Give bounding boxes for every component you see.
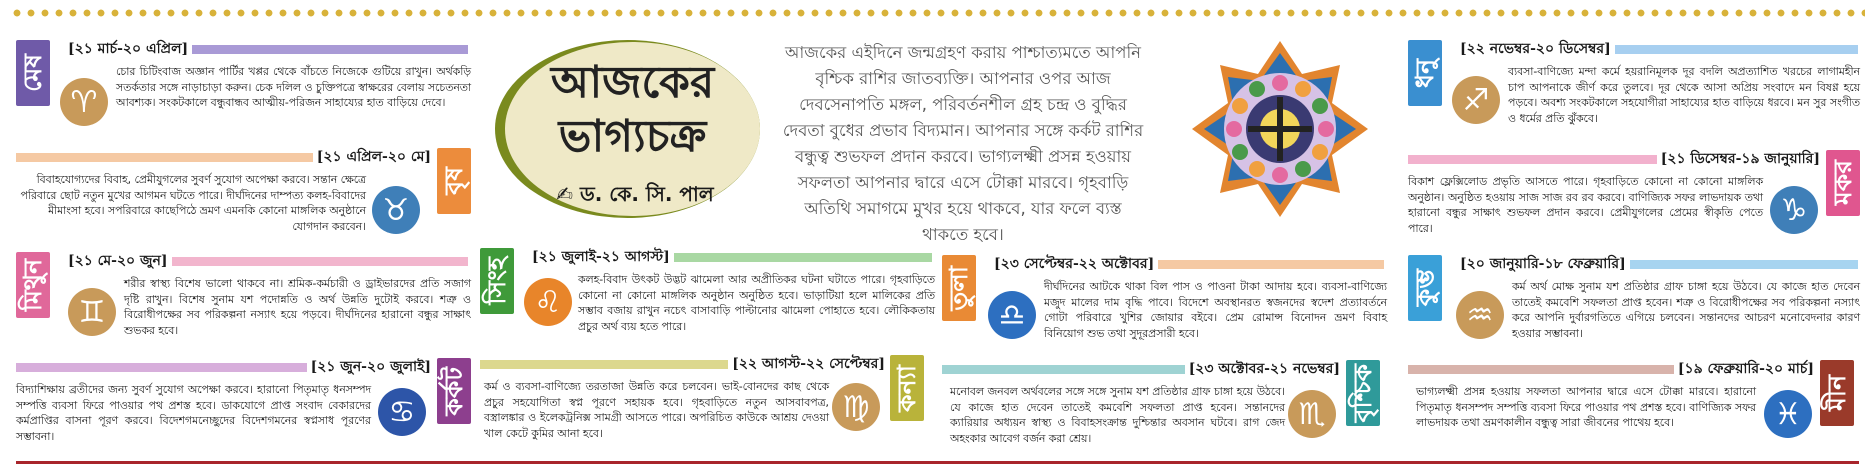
sign-tag: বৃষ [437, 148, 471, 214]
sign-mithun [16, 252, 471, 352]
date-range: [২১ জুলাই-২১ আগস্ট] [532, 249, 670, 265]
sign-text: বিবাহযোগ্যদের বিবাহ, প্রেমীযুগলের সুবর্ণ সুযোগ অপেক্ষা করবে। সন্তান ক্ষেত্রে পরিবারে ছোট নতুন মুখের আগমন ঘটতে পারে। দীর্ঘদিনের দাম্পত্য কলহ-বিবাদের মীমাংসা হবে। সপরিবারে কাছেপিঠে ভ্রমণ এমনকি কোনো মাঙ্গলিক অনুষ্ঠানে যোগদান করবেন। [20, 173, 366, 233]
sign-tag: কর্কট [437, 358, 471, 424]
sign-tag: তুলা [942, 255, 976, 321]
color-bar [1408, 155, 1657, 164]
sign-text: শরীর স্বাস্থ্য বিশেষ ভালো থাকবে না। শ্রমিক-কর্মচারী ও ড্রাইভারদের প্রতি সজাগ দৃষ্টি রাখুন। বিশেষ সুনাম যশ পদোন্নতি ও অর্থ উন্নতি দুটোই করবে। শত্রু ও বিরোধীপক্ষের সব পরিকল্পনা নস্যাৎ হয়ে পড়বে। দীর্ঘদিনের হারানো বন্ধুর সাক্ষাৎ শুভকর হবে। [124, 277, 471, 337]
scorpio-icon: ♏ [1288, 390, 1336, 438]
color-bar [480, 360, 728, 369]
color-bar [942, 365, 1185, 374]
sign-tag: বৃশ্চিক [1346, 360, 1380, 426]
sign-kumbha [1408, 255, 1860, 355]
color-bar [16, 153, 313, 162]
gemini-icon: ♊ [68, 288, 116, 336]
sign-tag: ধনু [1408, 40, 1442, 106]
cancer-icon: ♋ [378, 388, 426, 436]
pisces-icon: ♓ [1764, 390, 1812, 438]
color-bar [16, 363, 307, 372]
date-range: [২৩ অক্টোবর-২১ নভেম্বর] [1188, 361, 1340, 377]
bottom-rule [16, 461, 1859, 464]
date-range: [১৯ ফেব্রুয়ারি-২০ মার্চ] [1677, 361, 1814, 377]
sign-singha [480, 248, 935, 350]
title-line-1: আজকের [550, 57, 715, 108]
date-range: [২১ মে-২০ জুন] [68, 253, 168, 269]
color-bar [1615, 45, 1858, 54]
color-bar [1630, 260, 1858, 269]
zodiac-wheel-image [1190, 40, 1370, 218]
color-bar [1408, 365, 1674, 374]
aries-icon: ♈ [60, 78, 108, 126]
aquarius-icon: ♒ [1456, 291, 1504, 339]
sign-text: কলহ-বিবাদ উৎকট উদ্ভট ঝামেলা আর অপ্রীতিকর ঘটনা ঘটাতে পারে। গৃহবাড়িতে কোনো না কোনো মাঙ্গলিক অনুষ্ঠান অনুষ্ঠিত হবে। ভাড়াটিয়া হলে মালিকের প্রতি সম্ভাব বজায় রাখুন নচেৎ বাসাবাড়ি পাল্টানোর ঝামেলা পোহাতে হবে। লৌকিকতায় প্রচুর অর্থ ব্যয় হতে পারে। [578, 273, 935, 333]
capricorn-icon: ♑ [1770, 186, 1818, 234]
title-line-2: ভাগ্যচক্র [558, 111, 707, 162]
sign-text: চোর চিটিংবাজ অজ্ঞান পার্টির খপ্পর থেকে বাঁচতে নিজেকে গুটিয়ে রাখুন। অর্থকড়ি সতর্কতার সঙ্গে নাড়াচাড়া করুন। চেক দলিল ও চুক্তিপত্রে স্বাক্ষরের বেলায় সচেতনতা আবশ্যক। সংকটকালে বন্ধুবান্ধব আত্মীয়-পরিজন সাহায্যের হাত বাড়িয়ে দেবে। [116, 65, 471, 109]
color-bar [192, 45, 468, 54]
taurus-icon: ♉ [372, 186, 420, 234]
sign-tag: কন্যা [890, 355, 924, 421]
sign-text: মনোবল জনবল অর্থবলের সঙ্গে সঙ্গে সুনাম যশ প্রতিষ্ঠার গ্রাফ চাঙ্গা হয়ে উঠবে। যে কাজে হাত দেবেন তাতেই কমবেশি সফলতা প্রাপ্ত হবেন। সন্তানদের ক্যারিয়ার অধ্যয়ন স্বাস্থ্য ও বিবাহসংক্রান্ত দুশ্চিন্তার অবসান ঘটবে। রাগ জেদ অহংকার আবেগ বর্জন করা শ্রেয়। [950, 385, 1285, 445]
sign-text: ব্যবসা-বাণিজ্যে মন্দা কর্মে হয়রানিমূলক দূর বদলি অপ্রত্যাশিত খরচের লাগামহীন চাপ আপনাকে জীর্ণ করে তুলবে। দূর থেকে আসা অপ্রিয় সংবাদে মন বিষণ্ণ হয়ে পড়বে। অবশ্য সংকটকালে সহযোগীরা সাহায্যের হাত বাড়িয়ে ধরবে। মন সুর সংগীত ও ধর্মের প্রতি ঝুঁকবে। [1508, 65, 1860, 125]
sign-kanya [480, 355, 935, 455]
sign-karkat [16, 358, 471, 458]
sign-tag: মিথুন [16, 252, 50, 318]
date-range: [২১ মার্চ-২০ এপ্রিল] [68, 41, 189, 57]
date-range: [২০ জানুয়ারি-১৮ ফেব্রুয়ারি] [1460, 256, 1626, 272]
date-range: [২২ আগস্ট-২২ সেপ্টেম্বর] [732, 356, 885, 372]
sign-tag: মকর [1826, 150, 1860, 216]
sign-makar [1408, 150, 1860, 248]
sign-text: বিদ্যাশিক্ষায় ব্রতীদের জন্য সুবর্ণ সুযোগ অপেক্ষা করবে। হারানো পিতৃমাতৃ ধনসম্পদ সম্পত্তি ব্যবসা ফিরে পাওয়ার পথ প্রশস্ত হবে। ডাকযোগে প্রাপ্ত সংবাদ বেকারদের কর্মপ্রাপ্তির বাসনা পূরণ করবে। বিদেশগমনেচ্ছুদের বিদেশগমনের স্বপ্নসাধ পূরণের সম্ভাবনা। [16, 383, 371, 443]
leo-icon: ♌ [524, 278, 572, 326]
color-bar [172, 257, 468, 266]
virgo-icon: ♍ [832, 383, 880, 431]
sign-brish [16, 148, 471, 246]
intro-text: আজকের এইদিনে জন্মগ্রহণ করায় পাশ্চাত্যমতে আপনি বৃশ্চিক রাশির জাতব্যক্তি। আপনার ওপর আজ দেবসেনাপতি মঙ্গল, পরিবর্তনশীল গ্রহ চন্দ্র ও বুদ্ধির দেবতা বুধের প্রভাব বিদ্যমান। আপনার সঙ্গে কর্কট রাশির বন্ধুত্ব শুভফল প্রদান করবে। ভাগ্যলক্ষ্মী প্রসন্ন হওয়ায় সফলতা আপনার দ্বারে এসে টোক্কা মারবে। গৃহবাড়ি অতিথি সমাগমে মুখর হয়ে থাকবে, যার ফলে ব্যস্ত থাকতে হবে। [782, 43, 1144, 244]
color-bar [674, 253, 932, 262]
date-range: [২১ এপ্রিল-২০ মে] [316, 149, 431, 165]
date-range: [২৩ সেপ্টেম্বর-২২ অক্টোবর] [994, 256, 1155, 272]
author-name: ✍ ড. কে. সি. পাল [556, 182, 714, 206]
sign-text: কর্ম ও ব্যবসা-বাণিজ্যে তরতাজা উন্নতি করে চলবেন। ভাই-বোনদের কাছ থেকে প্রচুর সহযোগিতা স্বপ্ন পূরণে সহায়ক হবে। গৃহবাড়িতে নতুন আসবাবপত্র, বস্ত্রালঙ্কার ও ইলেকট্রনিক্স সামগ্রী আসতে পারে। অপরিচিত কাউকে আশ্রয় দেওয়া খাল কেটে কুমির আনা হবে। [484, 380, 829, 440]
date-range: [২২ নভেম্বর-২০ ডিসেম্বর] [1460, 41, 1611, 57]
date-range: [২১ জুন-২০ জুলাই] [310, 359, 431, 375]
sign-meen [1408, 360, 1860, 456]
sign-text: দীর্ঘদিনের আটকে থাকা বিল পাস ও পাওনা টাকা আদায় হবে। ব্যবসা-বাণিজ্যে মজুদ মালের দাম বৃদ্ধি পাবে। বিদেশে অবস্থানরত স্বজনদের স্বদেশ প্রত্যাবর্তনে গোটা পরিবারে খুশির জোয়ার বইবে। প্রেম রোমান্স বিনোদন ভ্রমণ বিবাহ বিনিয়োগ শুভ তথা সুদূরপ্রসারী হবে। [1044, 280, 1387, 340]
sagittarius-icon: ♐ [1452, 76, 1500, 124]
sign-text: ভাগ্যলক্ষ্মী প্রসন্ন হওয়ায় সফলতা আপনার দ্বারে এসে টোক্কা মারবে। হারানো পিতৃমাতৃ ধনসম্পদ সম্পত্তি ব্যবসা ফিরে পাওয়ার পথ প্রশস্ত হবে। বাণিজ্যিক সফর লাভদায়ক তথা ভ্রমণকালীন বন্ধুত্ব সারা জীবনের পাথেয় হবে। [1416, 385, 1756, 429]
sign-tag: কুম্ভ [1408, 255, 1442, 321]
sign-tag: সিংহ [480, 248, 514, 314]
title-badge [495, 40, 760, 218]
sign-tula [942, 255, 1387, 355]
sign-dhanu [1408, 40, 1860, 140]
dotted-border [10, 8, 1865, 18]
sign-text: কর্ম অর্থ মোক্ষ সুনাম যশ প্রতিষ্ঠার গ্রাফ চাঙ্গা হয়ে উঠবে। যে কাজে হাত দেবেন তাতেই কমবেশি সফলতা প্রাপ্ত হবেন। শত্রু ও বিরোধীপক্ষের সব পরিকল্পনা নস্যাৎ করে আপনি দুর্বারগতিতে এগিয়ে চলবেন। সন্তানদের আচরণ মনোবেদনার কারণ হওয়ার সম্ভাবনা। [1512, 280, 1860, 340]
color-bar [1158, 260, 1384, 269]
sign-tag: মেষ [16, 40, 50, 106]
sign-tag: মীন [1820, 360, 1854, 426]
sign-mesh [16, 40, 471, 140]
sign-brishchik [942, 360, 1387, 456]
libra-icon: ♎ [988, 291, 1036, 339]
sign-text: বিকাশ ফ্লেক্সিলোড প্রভৃতি আসতে পারে। গৃহবাড়িতে কোনো না কোনো মাঙ্গলিক অনুষ্ঠান। অনুষ্ঠিত হওয়ায় সাজ সাজ রব রব করবে। বাণিজ্যিক সফর লাভদায়ক তথা হারানো বন্ধুর সাক্ষাৎ শুভফল প্রদান করবে। প্রেমীযুগলের প্রেমের স্বীকৃতি পেতে পারে। [1408, 175, 1763, 235]
date-range: [২১ ডিসেম্বর-১৯ জানুয়ারি] [1660, 151, 1820, 167]
